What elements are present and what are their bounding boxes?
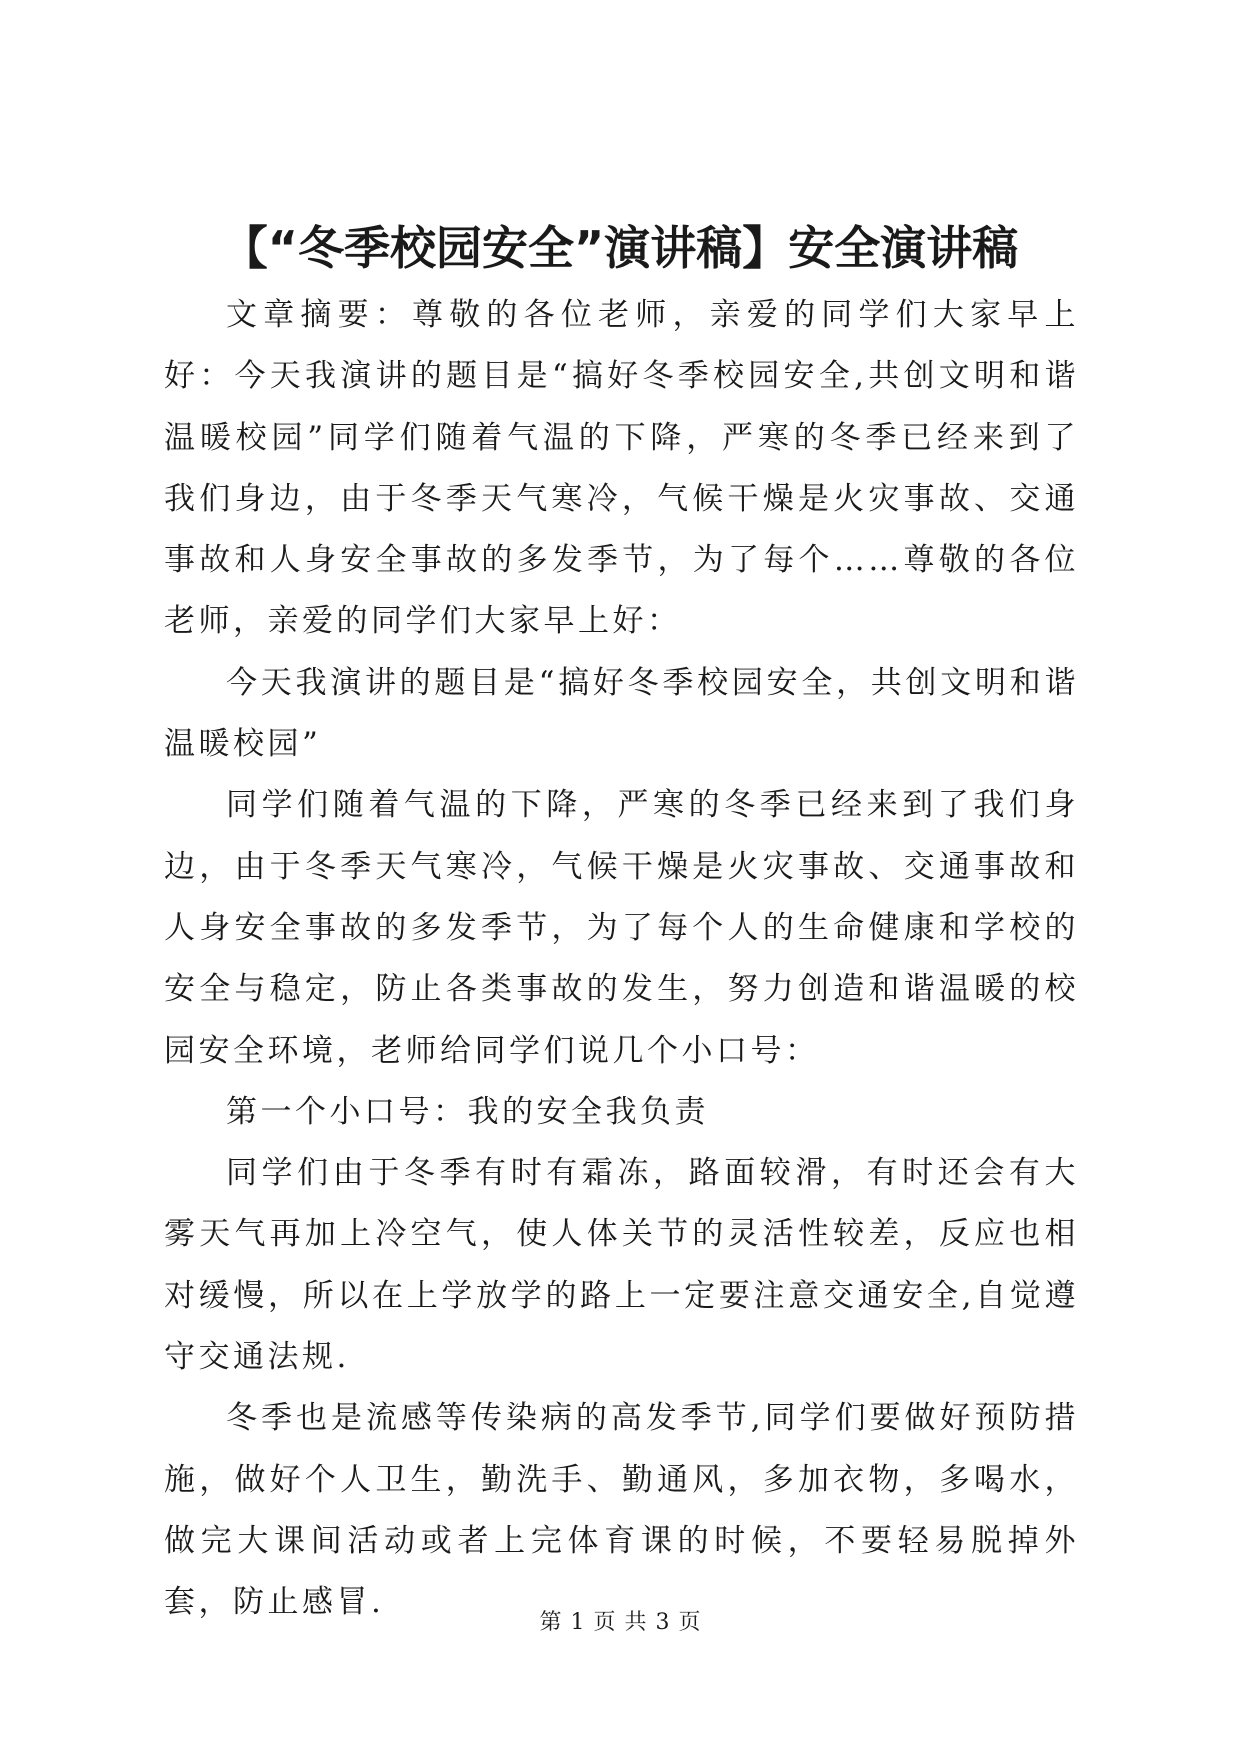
document-title: 【“冬季校园安全”演讲稿】安全演讲稿: [221, 221, 1019, 275]
paragraph-flu-prevention: 冬季也是流感等传染病的高发季节,同学们要做好预防措施，做好个人卫生，勤洗手、勤通风，多加衣物，多喝水，做完大课间活动或者上完体育课的时候，不要轻易脱掉外套，防止感冒.: [164, 1400, 1079, 1621]
page-number-footer: 第 1 页 共 3 页: [539, 1610, 702, 1635]
paragraph-slogan-one: 第一个小口号：我的安全我负责: [226, 1093, 709, 1130]
paragraph-topic: 今天我演讲的题目是“搞好冬季校园安全，共创文明和谐温暖校园”: [164, 664, 1079, 763]
document-body: [164, 285, 1079, 1634]
paragraph-intro: 同学们随着气温的下降，严寒的冬季已经来到了我们身边，由于冬季天气寒冷，气候干燥是火灾事故、交通事故和人身安全事故的多发季节，为了每个人的生命健康和学校的安全与稳定，防止各类事故的发生，努力创造和谐温暖的校园安全环境，老师给同学们说几个小口号：: [164, 787, 1079, 1069]
paragraph-traffic-safety: 同学们由于冬季有时有霜冻，路面较滑，有时还会有大雾天气再加上冷空气，使人体关节的灵活性较差，反应也相对缓慢，所以在上学放学的路上一定要注意交通安全,自觉遵守交通法规.: [164, 1155, 1079, 1376]
paragraph-abstract: 文章摘要：尊敬的各位老师，亲爱的同学们大家早上好：今天我演讲的题目是“搞好冬季校园安全,共创文明和谐温暖校园”同学们随着气温的下降，严寒的冬季已经来到了我们身边，由于冬季天气寒冷，气候干燥是火灾事故、交通事故和人身安全事故的多发季节，为了每个……尊敬的各位老师，亲爱的同学们大家早上好：: [164, 297, 1079, 640]
